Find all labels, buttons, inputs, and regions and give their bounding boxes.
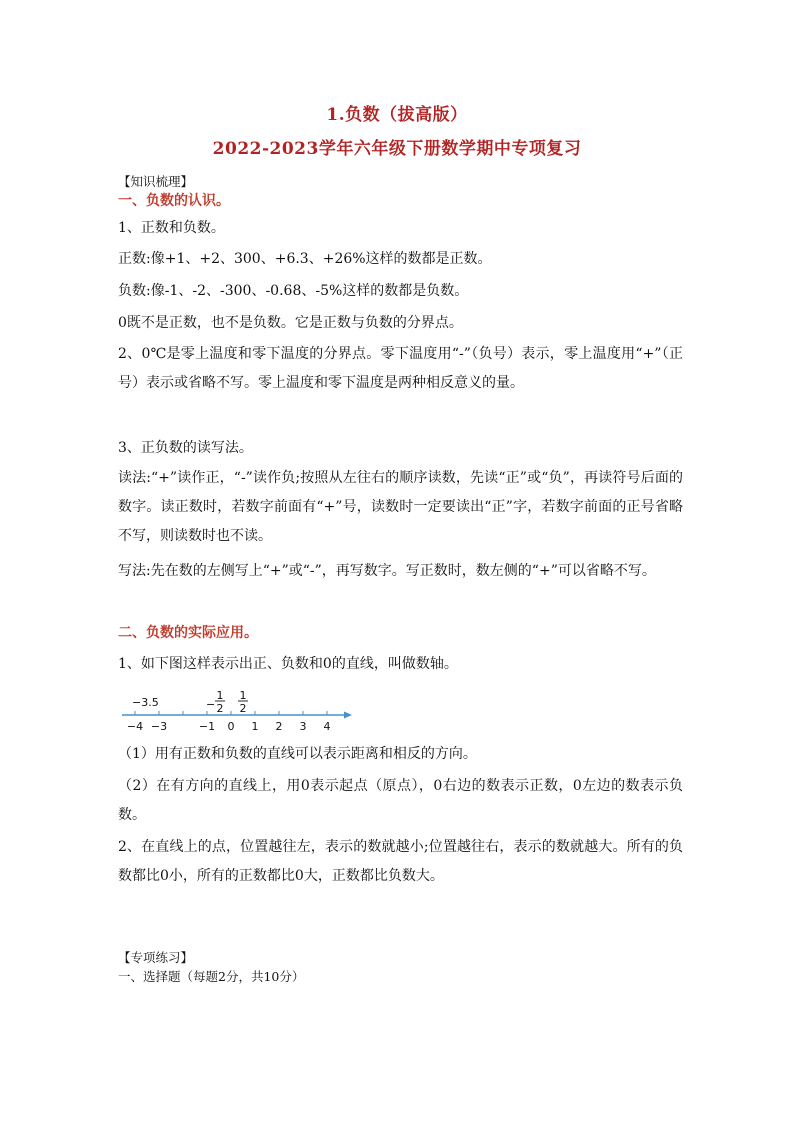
fraction-denominator: 2 [216, 702, 224, 715]
tick-label: 1 [251, 720, 259, 733]
tick-label: −3 [150, 720, 168, 733]
tick-label: −4 [126, 720, 144, 733]
section1-title: 一、负数的认识。 [118, 193, 230, 209]
fraction-pos-numerator: 1 [239, 689, 247, 702]
tick-label: −1 [198, 720, 216, 733]
section1-item3: 3、正负数的读写法。 [118, 440, 253, 456]
axis-arrow-icon [344, 712, 352, 719]
practice-section-title: 一、选择题（每题2分，共10分） [118, 969, 305, 984]
tick-label: 2 [275, 720, 283, 733]
practice-header: 【专项练习】 [118, 950, 194, 965]
section2-item1: 1、如下图这样表示出正、负数和0的直线，叫做数轴。 [118, 656, 458, 672]
zero-definition: 0既不是正数，也不是负数。它是正数与负数的分界点。 [118, 315, 463, 331]
section1-item2: 2、0℃是零上温度和零下温度的分界点。零下温度用“-”（负号）表示，零上温度用“+”（正号）表示或省略不写。零上温度和零下温度是两种相反意义的量。 [118, 346, 683, 391]
reading-rule: 读法:“+”读作正，“-”读作负;按照从左往右的顺序读数，先读“正”或“负”，再读符号后面的数字。读正数时，若数字前面有“+”号，读数时一定要读出“正”字，若数字前面的正号省略不写，则读数时也不读。 [118, 470, 683, 544]
fraction-numerator: 1 [216, 689, 224, 702]
fraction-pos-denominator: 2 [239, 702, 247, 715]
fraction-negative-sign: − [206, 698, 216, 711]
positive-definition: 正数:像+1、+2、300、+6.3、+26%这样的数都是正数。 [118, 251, 492, 267]
main-title: 1.负数（拔高版） [326, 105, 468, 125]
section2-note1: （1）用有正数和负数的直线可以表示距离和相反的方向。 [118, 746, 477, 762]
number-line [118, 684, 378, 736]
sub-title: 2022-2023学年六年级下册数学期中专项复习 [212, 139, 582, 159]
section2-item2: 2、在直线上的点，位置越往左，表示的数就越小;位置越往右，表示的数就越大。所有的负数都比0小，所有的正数都比0大，正数都比负数大。 [118, 839, 683, 884]
knowledge-header: 【知识梳理】 [118, 174, 194, 189]
tick-label: 3 [299, 720, 307, 733]
section1-item1: 1、正数和负数。 [118, 220, 225, 236]
writing-rule: 写法:先在数的左侧写上“+”或“-”，再写数字。写正数时，数左侧的“+”可以省略不写。 [118, 563, 656, 579]
tick-label: 0 [227, 720, 235, 733]
tick-label: 4 [323, 720, 331, 733]
negative-definition: 负数:像-1、-2、-300、-0.68、-5%这样的数都是负数。 [118, 283, 469, 299]
marked-value-label: −3.5 [132, 696, 159, 709]
section2-title: 二、负数的实际应用。 [118, 625, 258, 641]
section2-note2: （2）在有方向的直线上，用0表示起点（原点），0右边的数表示正数，0左边的数表示负数。 [118, 778, 683, 823]
